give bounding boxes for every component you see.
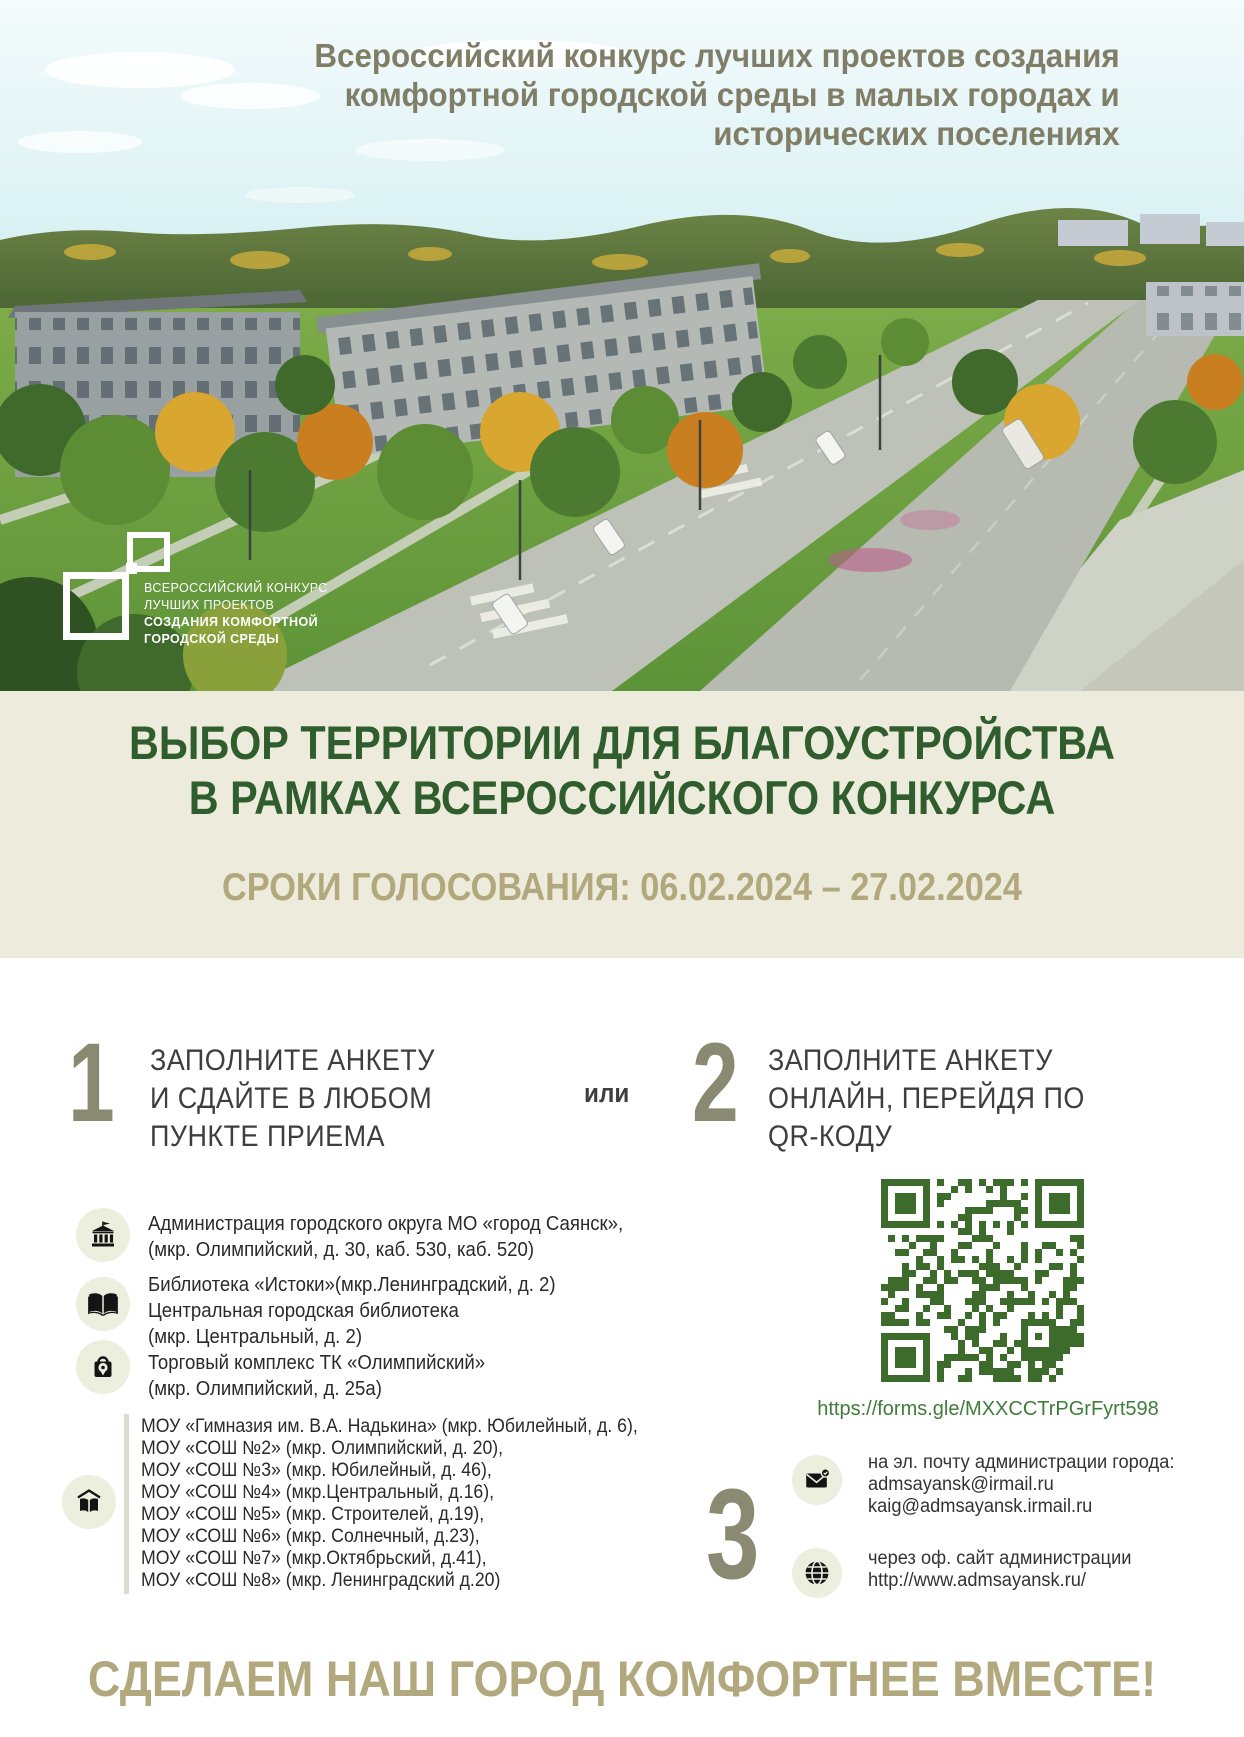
footer-slogan: СДЕЛАЕМ НАШ ГОРОД КОМФОРТНЕЕ ВМЕСТЕ! — [87, 1651, 1157, 1707]
location-line: Библиотека «Истоки»(мкр.Ленинградский, д. 2) — [148, 1274, 556, 1296]
schools-item — [62, 1475, 116, 1529]
contact-site-text — [868, 1548, 1132, 1592]
school-line: МОУ «СОШ №3» (мкр. Юбилейный, д. 46), — [141, 1460, 492, 1481]
location-line: Центральная городская библиотека — [148, 1300, 459, 1322]
logo-square-big — [63, 572, 129, 640]
logo-text-line: ЛУЧШИХ ПРОЕКТОВ — [144, 598, 275, 612]
logo-text-line: ВСЕРОССИЙСКИЙ КОНКУРС — [144, 581, 328, 595]
step-1-line: ПУНКТЕ ПРИЕМА — [150, 1120, 385, 1153]
step-2-line: ЗАПОЛНИТЕ АНКЕТУ — [768, 1044, 1053, 1077]
step-2-line: QR-КОДУ — [768, 1120, 893, 1153]
step-1-number: 1 — [68, 1020, 115, 1145]
location-item-admin — [76, 1208, 130, 1262]
contact-email-address[interactable]: kaig@admsayansk.irmail.ru — [868, 1496, 1093, 1517]
step-3-number: 3 — [706, 1463, 760, 1606]
school-line: МОУ «СОШ №7» (мкр.Октябрьский, д.41), — [141, 1548, 487, 1569]
location-item-mall — [76, 1340, 130, 1394]
main-title-line: В РАМКАХ ВСЕРОССИЙСКОГО КОНКУРСА — [188, 771, 1056, 824]
school-line: МОУ «СОШ №5» (мкр. Строителей, д.19), — [141, 1504, 485, 1525]
contact-site-line: через оф. сайт администрации — [868, 1548, 1132, 1569]
logo-text-line: ГОРОДСКОЙ СРЕДЫ — [144, 632, 279, 646]
schools-accent-bar — [124, 1414, 129, 1594]
step-1-line: И СДАЙТЕ В ЛЮБОМ — [150, 1082, 433, 1115]
shopping-bag-pin-icon — [87, 1351, 119, 1383]
location-library-text — [148, 1272, 556, 1350]
location-line: (мкр. Олимпийский, д. 30, каб. 530, каб. 520) — [148, 1239, 535, 1261]
location-item-library — [76, 1277, 130, 1331]
hero-title-line: Всероссийский конкурс лучших проектов создания — [314, 37, 1120, 74]
location-line: Торговый комплекс ТК «Олимпийский» — [148, 1352, 486, 1374]
contact-email-address[interactable]: admsayansk@irmail.ru — [868, 1474, 1054, 1495]
education-book-icon — [73, 1486, 105, 1518]
step-2-line: ОНЛАЙН, ПЕРЕЙДЯ ПО — [768, 1082, 1085, 1115]
government-building-icon — [87, 1219, 119, 1251]
logo-text-line: СОЗДАНИЯ КОМФОРТНОЙ — [144, 615, 318, 629]
location-line: (мкр. Центральный, д. 2) — [148, 1326, 363, 1348]
location-line: (мкр. Олимпийский, д. 25а) — [148, 1378, 382, 1400]
or-label: или — [584, 1078, 630, 1108]
contact-email-item — [792, 1455, 842, 1505]
location-line: Администрация городского округа МО «город Саянск», — [148, 1213, 624, 1235]
hero-title-line: исторических поселениях — [713, 115, 1120, 152]
qr-form-link[interactable]: https://forms.gle/MXXCCTrPGrFyrt598 — [817, 1398, 1159, 1420]
hero-photo — [0, 0, 1244, 691]
step-1-text — [150, 1042, 435, 1156]
school-line: МОУ «СОШ №6» (мкр. Солнечный, д.23), — [141, 1526, 480, 1547]
globe-icon — [801, 1557, 833, 1589]
qr-code-graphic — [881, 1179, 1084, 1382]
main-title — [75, 715, 1170, 825]
school-line: МОУ «СОШ №4» (мкр.Центральный, д.16), — [141, 1482, 495, 1503]
school-line: МОУ «СОШ №2» (мкр. Олимпийский, д. 20), — [141, 1438, 504, 1459]
location-admin-text — [148, 1211, 623, 1263]
qr-code — [881, 1179, 1084, 1382]
open-book-icon — [86, 1287, 120, 1321]
voting-dates: СРОКИ ГОЛОСОВАНИЯ: 06.02.2024 – 27.02.2024 — [222, 866, 1022, 909]
contact-email-text — [868, 1452, 1174, 1518]
school-line: МОУ «Гимназия им. В.А. Надькина» (мкр. Юбилейный, д. 6), — [141, 1416, 638, 1437]
step-2-text — [768, 1042, 1085, 1156]
title-band — [0, 691, 1244, 958]
main-title-line: ВЫБОР ТЕРРИТОРИИ ДЛЯ БЛАГОУСТРОЙСТВА — [129, 716, 1115, 769]
hero-title — [315, 36, 1120, 153]
contact-email-line: на эл. почту администрации города: — [868, 1452, 1175, 1473]
contact-site-item — [792, 1548, 842, 1598]
contact-site-url[interactable]: http://www.admsayansk.ru/ — [868, 1570, 1086, 1591]
logo-text — [144, 580, 328, 648]
school-line: МОУ «СОШ №8» (мкр. Ленинградский д.20) — [141, 1570, 501, 1591]
location-mall-text — [148, 1350, 485, 1402]
step-1-line: ЗАПОЛНИТЕ АНКЕТУ — [150, 1044, 435, 1077]
step-2-number: 2 — [692, 1020, 739, 1145]
envelope-icon — [802, 1465, 832, 1495]
contest-logo — [60, 525, 330, 655]
logo-square-dot — [126, 563, 137, 574]
schools-list — [141, 1416, 638, 1592]
hero-title-line: комфортной городской среды в малых городах и — [344, 76, 1120, 113]
